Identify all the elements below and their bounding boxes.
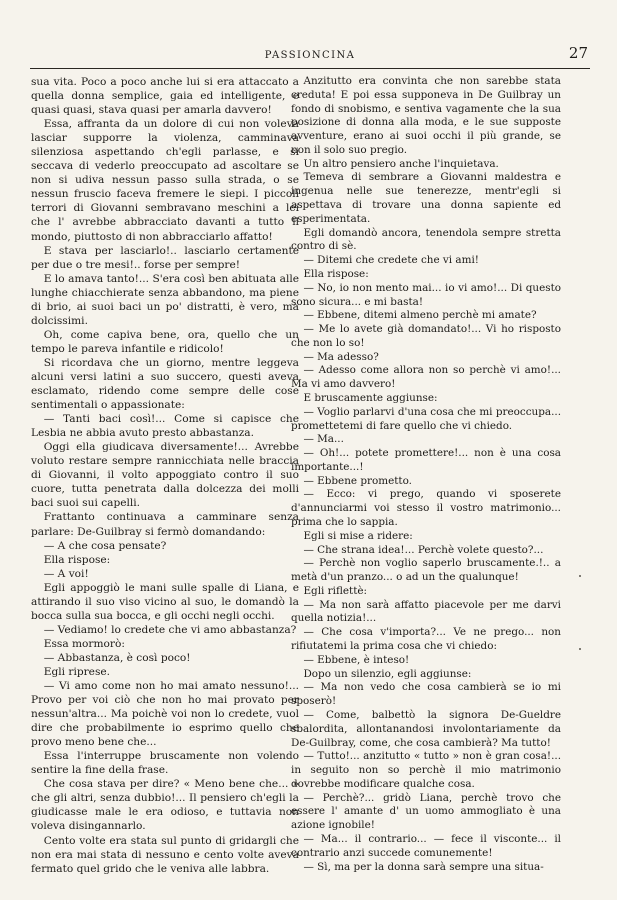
paragraph: — Che strana idea!... Perchè volete questo?... (303, 543, 544, 556)
paragraph: Egli riflettè: (303, 584, 368, 597)
paragraph: — Ecco: vi prego, quando vi sposerete d'annunciarmi voi stesso il vostro matrimonio... prima che lo sappia. (291, 488, 561, 528)
paragraph: Egli riprese. (43, 665, 111, 678)
paragraph: — Ma non vedo che cosa cambierà se io mi sposerò! (291, 681, 561, 708)
paragraph: — Ma non sarà affatto piacevole per me darvi quella notizia!... (291, 598, 561, 625)
paragraph: E stava per lasciarlo!.. lasciarlo certamente per due o tre mesi!.. forse per sempre! (31, 244, 299, 271)
paragraph: — Oh!... potete promettere!... non è una cosa importante...! (291, 447, 561, 473)
paragraph: — A che cosa pensate? (43, 539, 167, 552)
scan-speck (579, 575, 581, 577)
running-title: PASSIONCINA (264, 50, 356, 61)
paragraph: — Vi amo come non ho mai amato nessuno!... Provo per voi ciò che non ho mai provato per nessun'altra... Ma poichè voi non lo credete, vuol dire che probabilmente io esprimo quello che provo meno bene che... (31, 680, 299, 749)
paragraph: — Ebbene prometto. (303, 474, 412, 487)
paragraph: Anzitutto era convinta che non sarebbe stata creduta! E poi essa supponeva in De Guilbray un fondo di snobismo, e sentiva vagamente che la sua posizione di donna alla moda, e le sue supposte avventure, erano ai suoi occhi il più grande, se non il solo suo pregio. (291, 75, 561, 156)
page-header (30, 44, 590, 68)
paragraph: — Ditemi che credete che vi ami! (303, 254, 479, 267)
paragraph: Si ricordava che un giorno, mentre leggeva alcuni versi latini a suo succero, questi aveva esclamato, ridendo come sempre delle cose sentimentali o appassionate: (31, 356, 299, 412)
right-text-column (291, 75, 561, 874)
paragraph: — Come, balbettò la signora De-Gueldre sbalordita, allontanandosi involontariamente da De-Guilbray, come, che cosa cambierà? Ma tutto! (291, 708, 561, 749)
paragraph: — Abbastanza, è così poco! (43, 651, 191, 664)
paragraph: Oh, come capiva bene, ora, quello che un tempo le pareva infantile e ridicolo! (31, 328, 299, 355)
paragraph: — Adesso come allora non so perchè vi amo!... Ma vi amo davvero! (291, 364, 561, 391)
paragraph: Egli si mise a ridere: (303, 529, 413, 542)
paragraph: — Sì, ma per la donna sarà sempre una situa- (303, 860, 544, 873)
left-text-column (31, 75, 299, 876)
paragraph: Frattanto continuava a camminare senza parlare: De-Guilbray si fermò domandando: (31, 511, 299, 538)
paragraph: Un altro pensiero anche l'inquietava. (303, 157, 499, 170)
paragraph: — Ma... il contrario... — fece il visconte... il contrario anzi succede comunemente! (291, 832, 561, 859)
paragraph: — Ebbene, ditemi almeno perchè mi amate? (303, 309, 537, 322)
paragraph: Ella rispose: (303, 267, 369, 280)
paragraph: — Ebbene, è inteso! (303, 653, 410, 666)
paragraph: — Perchè non voglio saperlo bruscamente.!.. a metà d'un pranzo... o ad un the qualunque! (291, 557, 561, 584)
paragraph: Oggi ella giudicava diversamente!... Avrebbe voluto restare sempre rannicchiata nelle braccia di Giovanni, il volto appoggiato contro il suo cuore, tutta penetrata dalla dolcezza dei molli baci suoi sui capelli. (31, 441, 299, 510)
paragraph: Essa l'interruppe bruscamente non volendo sentire la fine della frase. (31, 750, 299, 777)
paragraph: — Me lo avete già domandato!... Vi ho risposto che non lo so! (291, 323, 561, 349)
paragraph: Egli appoggiò le mani sulle spalle di Liana, e attirando il suo viso vicino al suo, le domandò la bocca sulla sua bocca, e gli occhi negli occhi. (31, 581, 299, 622)
paragraph: Egli domandò ancora, tenendola sempre stretta contro di sè. (291, 226, 561, 253)
paragraph: Ella rispose: (43, 553, 111, 566)
paragraph: — Voglio parlarvi d'una cosa che mi preoccupa... promettetemi di fare quello che vi chiedo. (291, 405, 561, 432)
paragraph: Temeva di sembrare a Giovanni maldestra e ingenua nelle sue tenerezze, mentr'egli si aspettava di trovare una donna sapiente ed esperimentata. (291, 171, 561, 225)
paragraph: — Vediamo! lo credete che vi amo abbastanza? (43, 623, 297, 636)
paragraph: sua vita. Poco a poco anche lui si era attaccato a quella donna semplice, gaia ed intelligente, e quasi quasi, stava quasi per amarla davvero! (31, 76, 299, 117)
paragraph: — Tutto!... anzitutto « tutto » non è gran cosa!... in seguito non so perchè il mio matrimonio dovrebbe modificare qualche cosa. (291, 750, 561, 790)
paragraph: — Ma adesso? (303, 350, 379, 363)
paragraph: Dopo un silenzio, egli aggiunse: (303, 667, 472, 680)
header-rule (30, 68, 590, 69)
paragraph: — Ma... (303, 433, 344, 446)
scan-speck (579, 648, 581, 650)
paragraph: — A voi! (43, 567, 89, 580)
paragraph: — Perchè?... gridò Liana, perchè trovo che essere l' amante d' un uomo ammogliato è una azione ignobile! (291, 791, 561, 832)
paragraph: Essa mormorò: (43, 637, 125, 650)
paragraph: — Tanti baci così!... Come si capisce che Lesbia ne abbia avuto presto abbastanza. (31, 413, 299, 440)
paragraph: E bruscamente aggiunse: (303, 391, 438, 404)
paragraph: — No, io non mento mai... io vi amo!... Di questo sono sicura... e mi basta! (291, 281, 561, 308)
paragraph: E lo amava tanto!... S'era così ben abituata alle lunghe chiacchierate senza abbandono, ma piene di brio, ai suoi baci un po' distratti, è vero, ma dolcissimi. (31, 272, 299, 327)
paragraph: — Che cosa v'importa?... Ve ne prego... non rifiutatemi la prima cosa che vi chiedo: (291, 626, 561, 653)
page-number: 27 (568, 44, 588, 62)
paragraph: Che cosa stava per dire? « Meno bene che... » che gli altri, senza dubbio!... Il pensiero ch'egli la giudicasse male le era odioso, e tuttavia non voleva disingannarlo. (31, 778, 299, 833)
paragraph: Essa, affranta da un dolore di cui non voleva lasciar supporre la violenza, camminava silenziosa aspettando ch'egli parlasse, e si seccava di vederlo preoccupato ad ascoltare se non si udiva nessun passo sulla strada, o se nessun fruscio faceva fremere le siepi. I piccoli terrori di Giovanni sembravano meschini a lei che l' avrebbe abbracciato davanti a tutto il mondo, piuttosto di non abbracciarlo affatto! (31, 118, 299, 243)
paragraph: Cento volte era stata sul punto di gridargli che non era mai stata di nessuno e cento volte aveva fermato quel grido che le veniva alle labbra. (31, 834, 299, 875)
